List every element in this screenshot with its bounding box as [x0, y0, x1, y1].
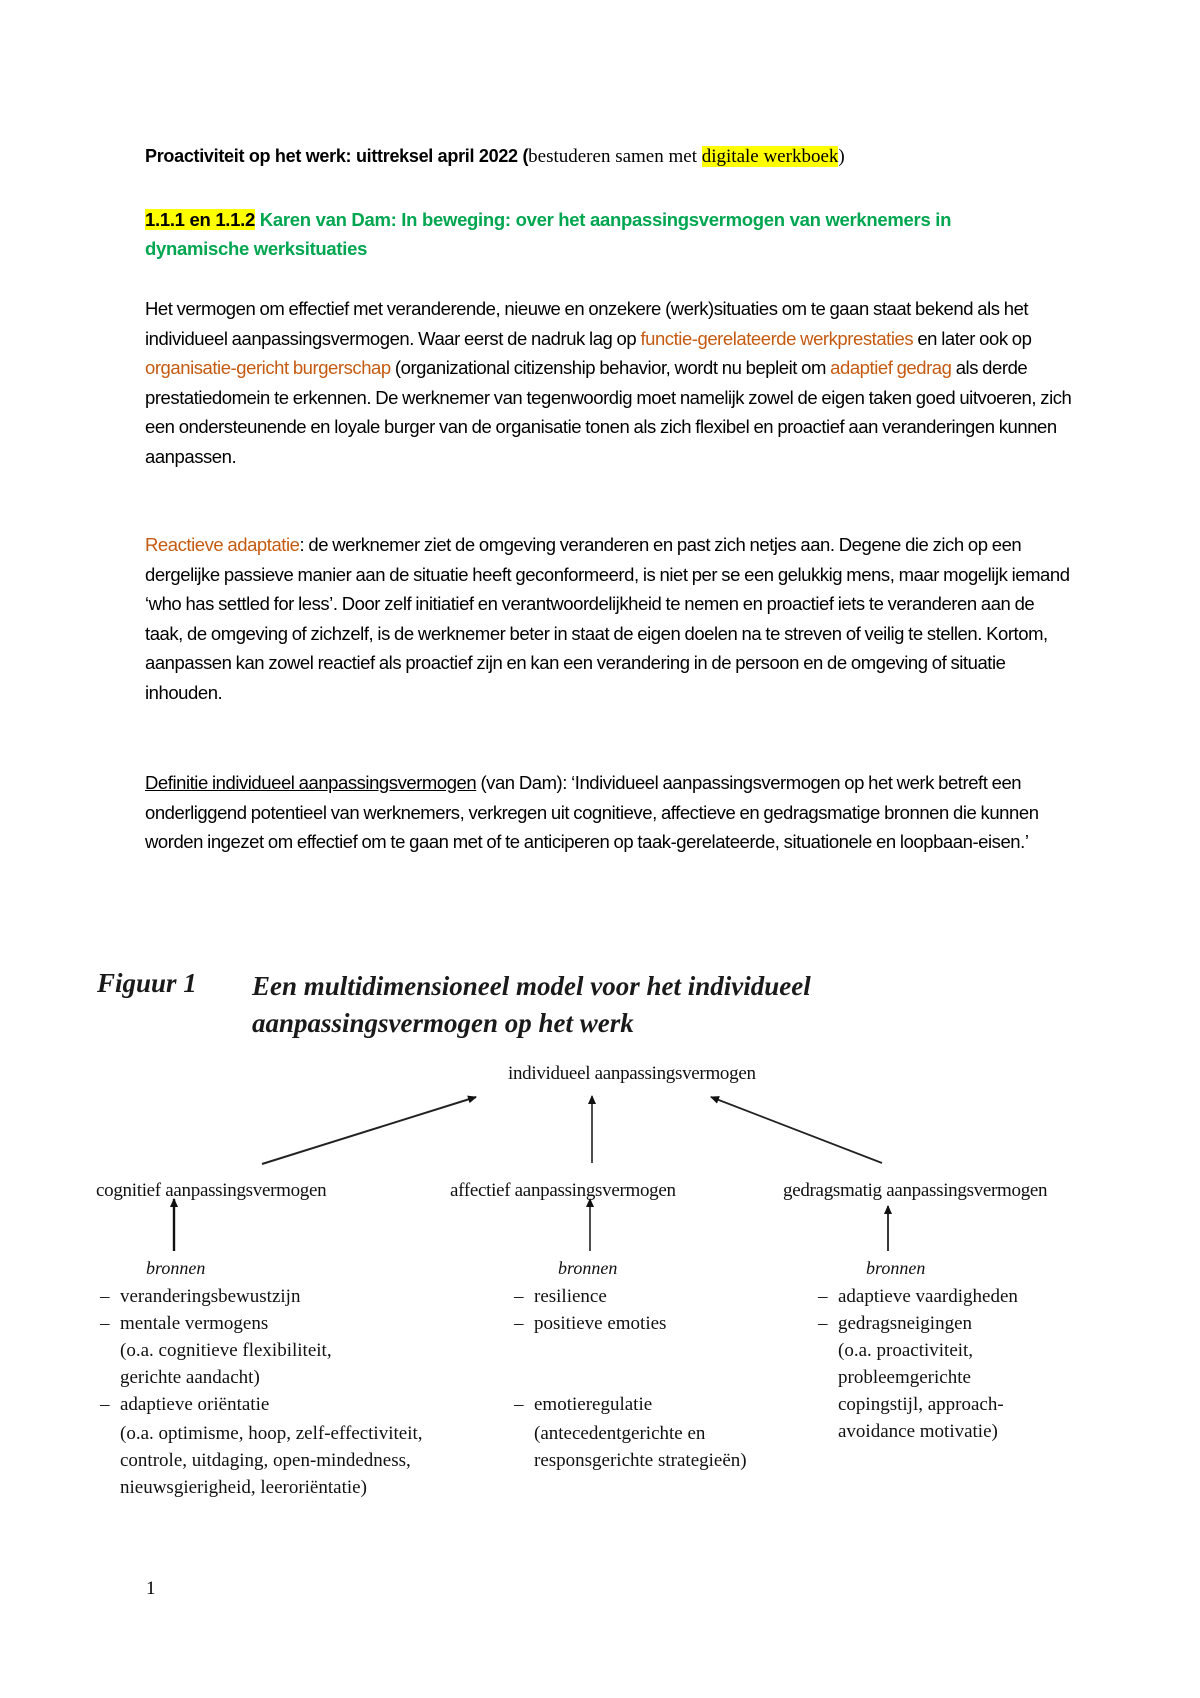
sources-list-cognitief: [100, 1283, 423, 1501]
bronnen-label-affectief: bronnen: [558, 1258, 618, 1278]
para1-text-1: Het vermogen om effectief met veranderende, nieuwe en onzekere (werk)situaties om te gaan staat bekend als het individueel aanpassingsvermogen. Waar eerst de nadruk lag op: [145, 298, 1029, 349]
node-gedragsmatig: gedragsmatig aanpassingsvermogen: [783, 1180, 1048, 1201]
list-subitem: (o.a. proactiviteit,: [838, 1340, 974, 1361]
bronnen-label-cognitief: bronnen: [146, 1258, 206, 1278]
list-item: – adaptieve vaardigheden: [818, 1286, 1018, 1307]
list-item: – mentale vermogens: [100, 1313, 269, 1334]
list-item: – gedragsneigingen: [818, 1313, 973, 1334]
page-number: 1: [146, 1578, 156, 1599]
list-item: – adaptieve oriëntatie: [100, 1394, 270, 1415]
list-item: – resilience: [514, 1286, 607, 1307]
term-adaptief-gedrag: adaptief gedrag: [830, 357, 952, 379]
list-subitem: copingstijl, approach-: [838, 1394, 1004, 1415]
arrow-gedragsmatig-to-top: [711, 1097, 882, 1163]
para1-text-2: en later ook op: [913, 327, 1032, 349]
list-subitem: responsgerichte strategieën): [534, 1450, 747, 1471]
title-note: bestuderen samen met: [528, 146, 702, 167]
section-title: Karen van Dam: In beweging: over het aanpassingsvermogen van werknemers in dynamische werksituaties: [145, 209, 952, 259]
list-subitem: gerichte aandacht): [120, 1367, 260, 1388]
title-close: ): [838, 146, 845, 167]
term-functie-gerelateerde: functie-gerelateerde werkprestaties: [640, 327, 914, 349]
sources-list-affectief: [514, 1283, 747, 1474]
figure-label: Figuur 1: [97, 968, 197, 998]
list-subitem: (antecedentgerichte en: [534, 1423, 706, 1444]
list-subitem: controle, uitdaging, open-mindedness,: [120, 1450, 411, 1471]
node-cognitief: cognitief aanpassingsvermogen: [96, 1180, 327, 1201]
title-highlight: digitale werkboek: [701, 146, 839, 167]
para1-text-4: als derde prestatiedomein te erkennen. De werknemer van tegenwoordig moet namelijk zowel de eigen taken goed uitvoeren, zich een ondersteunende en loyale burger van de organisatie tonen als zich flexibel en proactief aan veranderingen kunnen aanpassen.: [145, 357, 1072, 467]
node-affectief: affectief aanpassingsvermogen: [450, 1180, 676, 1201]
list-subitem: probleemgerichte: [838, 1367, 971, 1388]
list-subitem: (o.a. cognitieve flexibiliteit,: [120, 1340, 332, 1361]
sources-list-gedragsmatig: [818, 1283, 1018, 1445]
list-item: – positieve emoties: [514, 1313, 667, 1334]
term-reactieve-adaptatie: Reactieve adaptatie: [145, 534, 300, 555]
bronnen-label-gedragsmatig: bronnen: [866, 1258, 926, 1278]
list-item: – veranderingsbewustzijn: [100, 1286, 301, 1307]
list-subitem: (o.a. optimisme, hoop, zelf-effectiviteit,: [120, 1423, 423, 1444]
para1-text-3: (organizational citizenship behavior, wordt nu bepleit om: [390, 357, 831, 379]
list-item: – emotieregulatie: [514, 1394, 653, 1415]
term-definitie: Definitie individueel aanpassingsvermogen: [145, 772, 477, 793]
para2-text: : de werknemer ziet de omgeving veranderen en past zich netjes aan. Degene die zich op een dergelijke passieve manier aan de situatie heeft geconformeerd, is niet per se een gelukkig mens, maar mogelijk iemand ‘who has settled for less’. Door zelf initiatief en verantwoordelijkheid te nemen en proactief iets te veranderen aan de taak, de omgeving of zichzelf, is de werknemer beter in staat de eigen doelen na te streven of veilig te stellen. Kortom, aanpassen kan zowel reactief als proactief zijn en kan een verandering in de persoon en de omgeving of situatie inhouden.: [145, 534, 1070, 703]
title-bold: Proactiviteit op het werk: uittreksel april 2022 (: [145, 146, 529, 166]
figure-title: Een multidimensioneel model voor het individueel aanpassingsvermogen op het werk: [252, 971, 811, 1038]
list-subitem: nieuwsgierigheid, leeroriëntatie): [120, 1477, 367, 1498]
node-individueel: individueel aanpassingsvermogen: [508, 1063, 756, 1084]
list-subitem: avoidance motivatie): [838, 1421, 998, 1442]
section-number: 1.1.1 en 1.1.2: [145, 209, 255, 230]
para3-text: (van Dam): ‘Individueel aanpassingsvermogen op het werk betreft een onderliggend potentieel van werknemers, verkregen uit cognitieve, affectieve en gedragsmatige bronnen die kunnen worden ingezet om effectief om te gaan met of te anticiperen op taak-gerelateerde, situationele en loopbaan-eisen.’: [145, 772, 1039, 853]
arrow-cognitief-to-top: [262, 1097, 476, 1164]
term-organisatie-gericht: organisatie-gericht burgerschap: [145, 357, 391, 379]
